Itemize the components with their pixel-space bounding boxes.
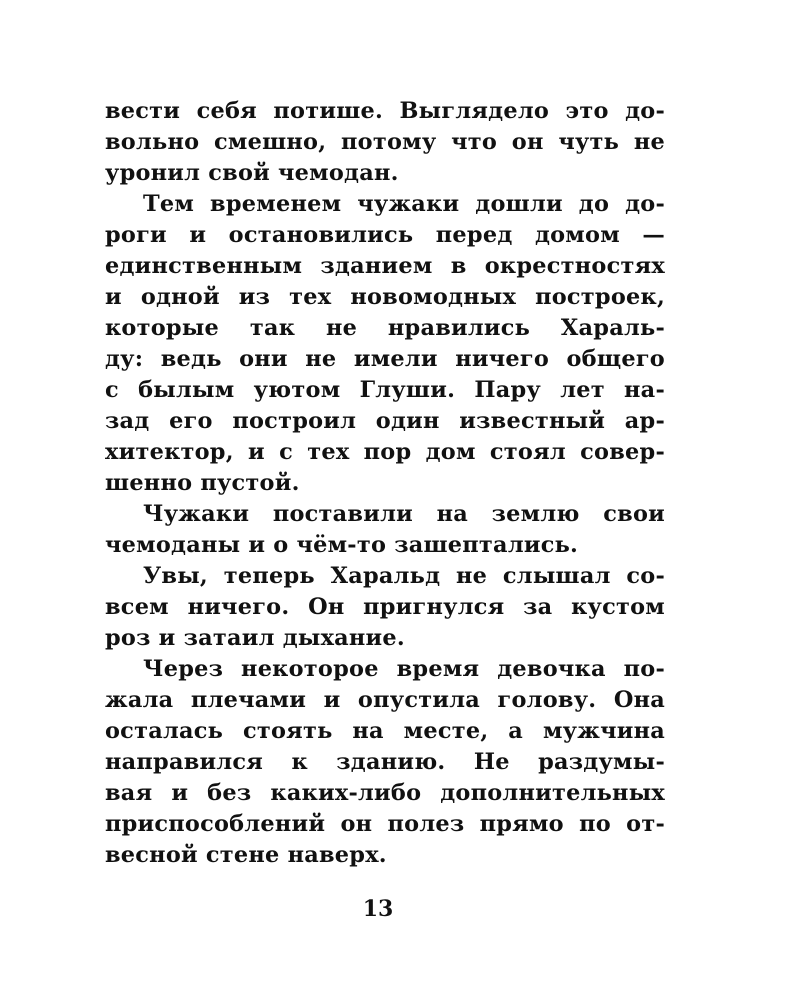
text-line: Увы, теперь Харальд не слышал со- bbox=[143, 563, 665, 589]
text-line: приспособлений он полез прямо по от- bbox=[105, 811, 665, 837]
text-line: роз и затаил дыхание. bbox=[105, 625, 405, 651]
text-line: Чужаки поставили на землю свои bbox=[143, 501, 665, 527]
body-text bbox=[105, 96, 665, 871]
text-line: направился к зданию. Не раздумы- bbox=[105, 749, 665, 775]
text-line: всем ничего. Он пригнулся за кустом bbox=[105, 594, 665, 620]
text-line: жала плечами и опустила голову. Она bbox=[105, 687, 665, 713]
text-line: вая и без каких-либо дополнительных bbox=[105, 780, 665, 806]
text-line: вольно смешно, потому что он чуть не bbox=[105, 129, 665, 155]
text-line: единственным зданием в окрестностях bbox=[105, 253, 665, 279]
text-line: ду: ведь они не имели ничего общего bbox=[105, 346, 665, 372]
text-line: чемоданы и о чём-то зашептались. bbox=[105, 532, 579, 558]
text-line: зад его построил один известный ар- bbox=[105, 408, 665, 434]
page-number: 13 bbox=[362, 896, 394, 922]
text-line: Через некоторое время девочка по- bbox=[143, 656, 665, 682]
text-line: уронил свой чемодан. bbox=[105, 160, 399, 186]
text-line: шенно пустой. bbox=[105, 470, 300, 496]
text-line: роги и остановились перед домом — bbox=[105, 222, 665, 248]
text-line: с былым уютом Глуши. Пару лет на- bbox=[105, 377, 665, 403]
text-line: осталась стоять на месте, а мужчина bbox=[105, 718, 665, 744]
text-line: и одной из тех новомодных построек, bbox=[105, 284, 665, 310]
text-line: весной стене наверх. bbox=[105, 842, 387, 868]
text-line: вести себя потише. Выглядело это до- bbox=[105, 98, 665, 124]
text-line: хитектор, и с тех пор дом стоял совер- bbox=[105, 439, 665, 465]
text-line: Тем временем чужаки дошли до до- bbox=[143, 191, 665, 217]
text-line: которые так не нравились Харaль- bbox=[105, 315, 665, 341]
